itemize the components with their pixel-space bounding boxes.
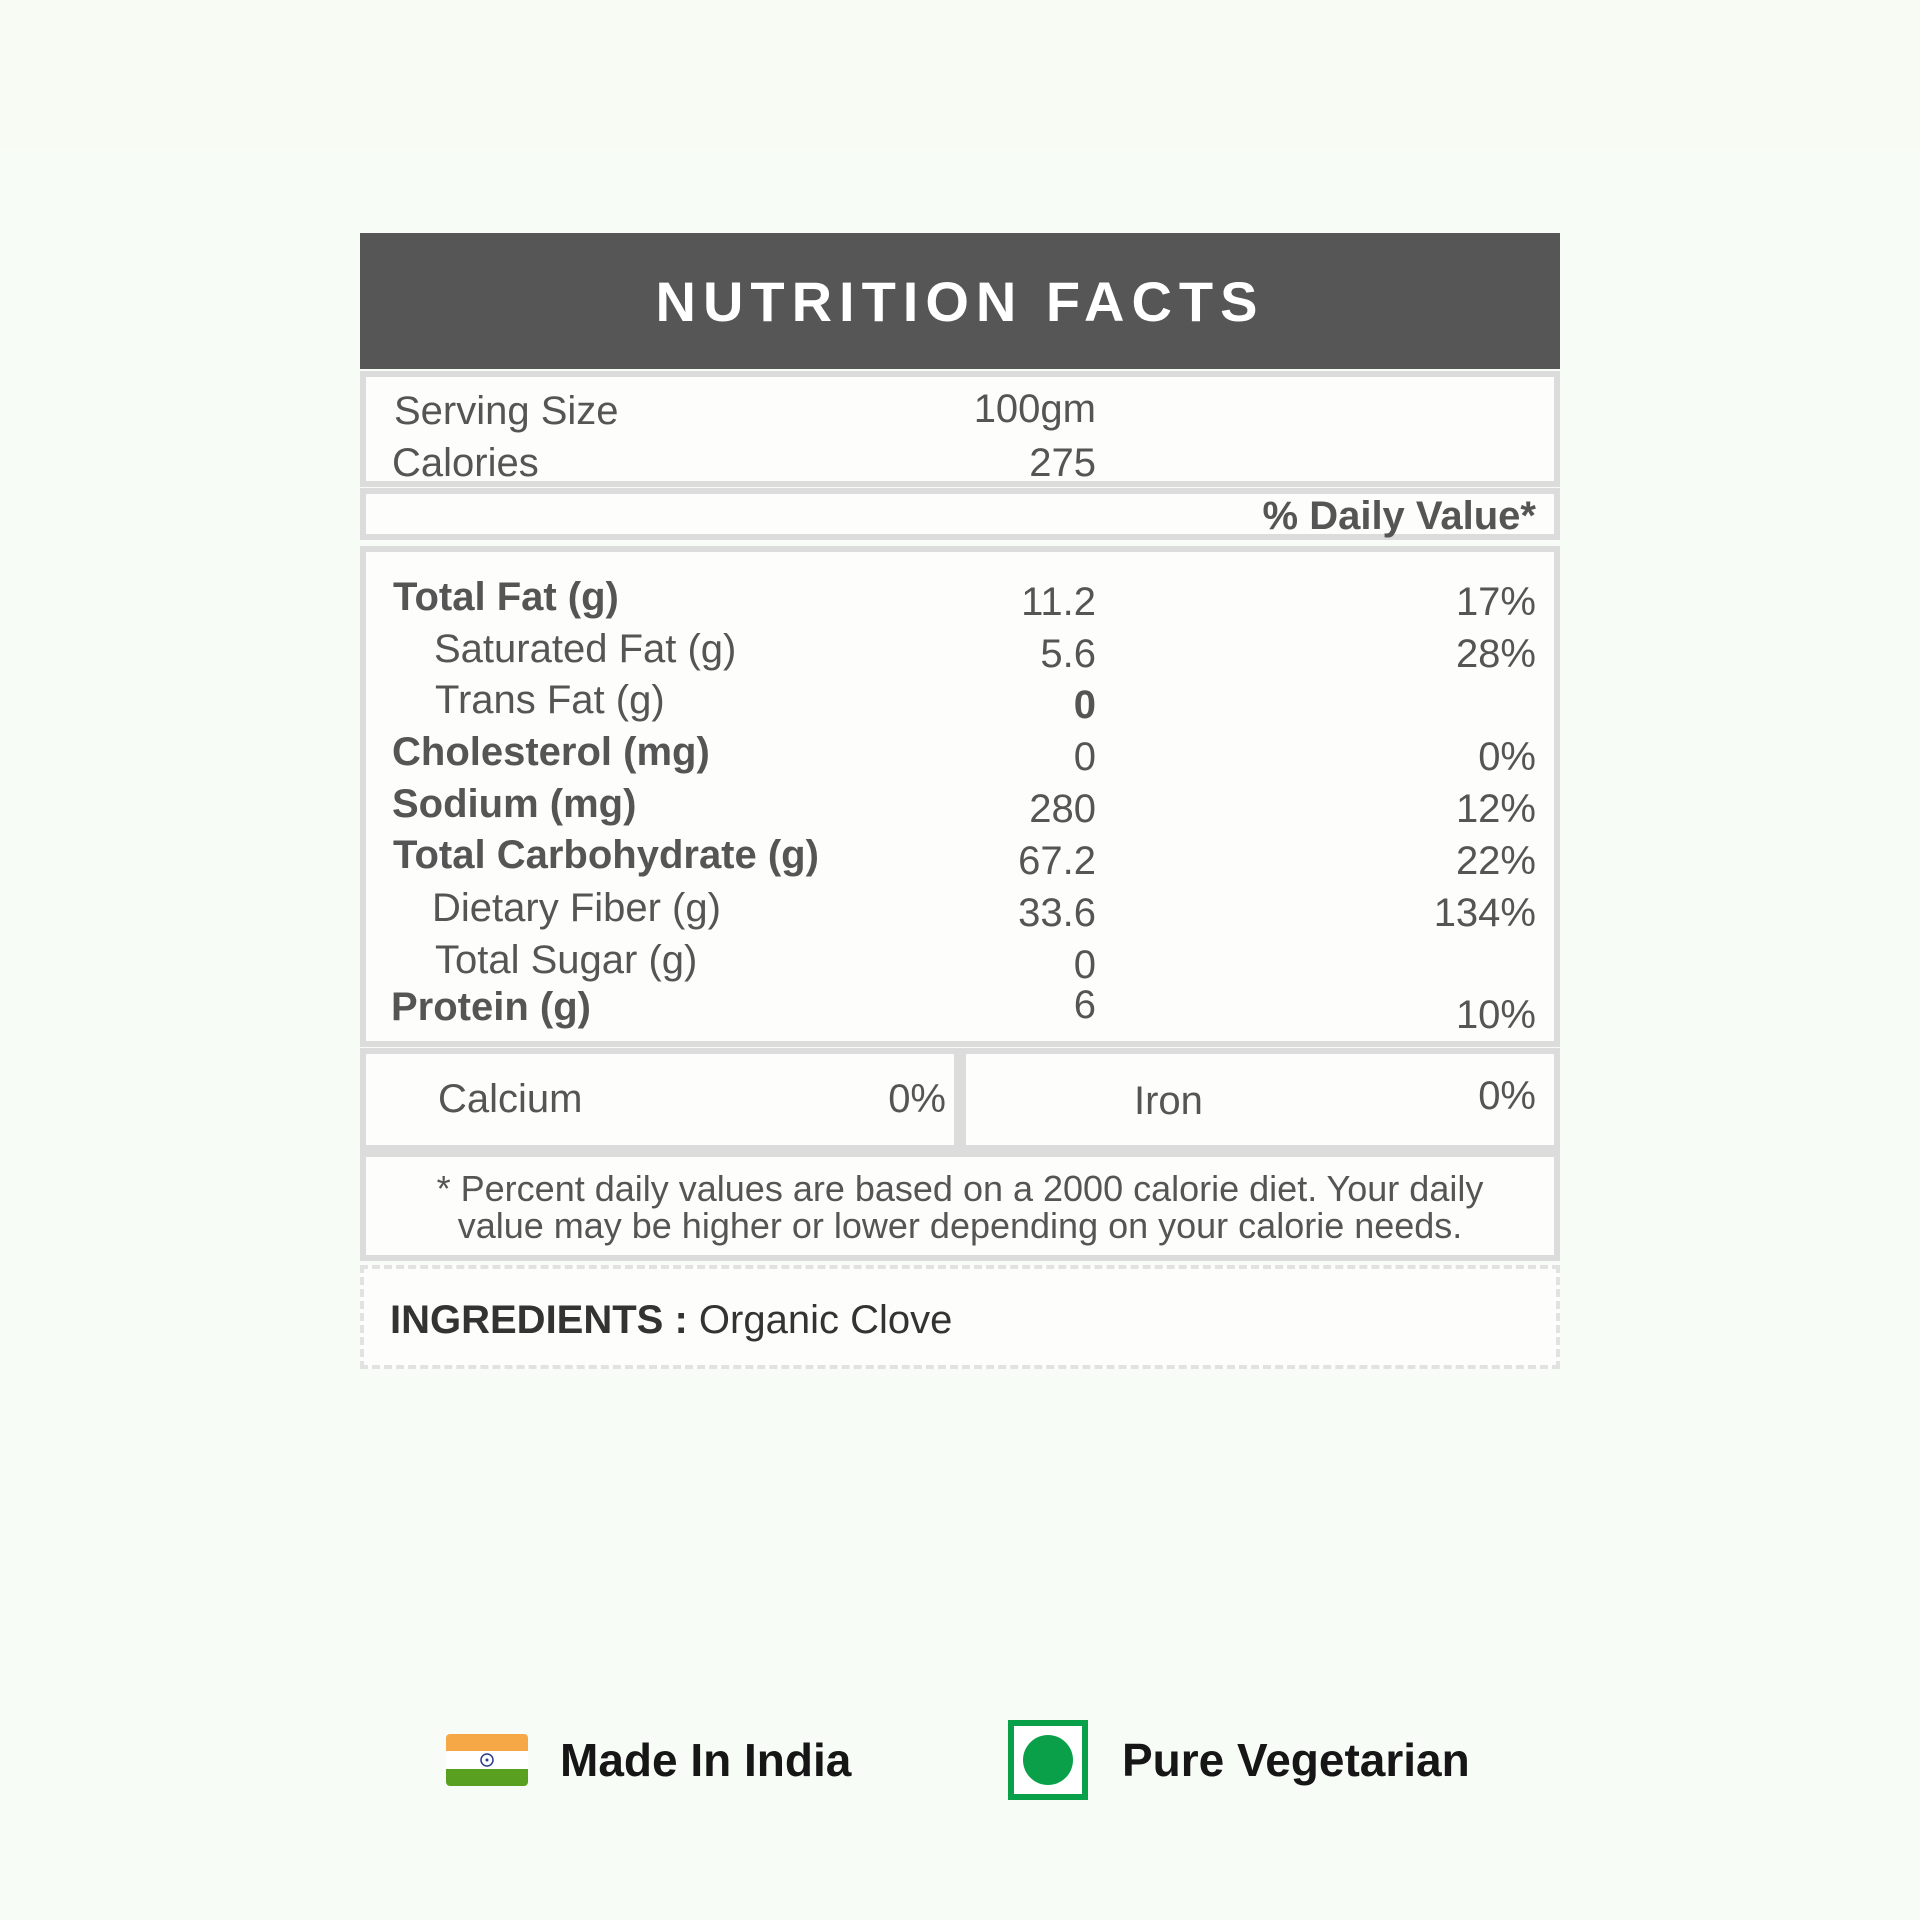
calories-value: 275 [1029, 441, 1096, 485]
iron-value: 0% [1478, 1074, 1536, 1118]
nutrient-label-total-carbohydrate: Total Carbohydrate (g) [393, 833, 819, 877]
calcium-box [360, 1048, 960, 1151]
serving-box [360, 371, 1560, 487]
iron-label: Iron [1134, 1079, 1203, 1123]
nutrient-dv-cholesterol: 0% [1478, 735, 1536, 779]
daily-value-header-box [360, 488, 1560, 540]
india-flag-icon [446, 1734, 528, 1786]
nutrient-dv-total-carbohydrate: 22% [1455, 839, 1536, 883]
ingredients-line [390, 1300, 952, 1340]
daily-value-header: % Daily Value* [1262, 494, 1536, 538]
nutrient-amount-trans-fat: 0 [1073, 683, 1096, 727]
ingredients-value: Organic Clove [698, 1298, 953, 1342]
iron-box [960, 1048, 1560, 1151]
made-in-india-label: Made In India [560, 1734, 852, 1786]
serving-size-label: Serving Size [394, 389, 619, 433]
footnote-line-2: value may be higher or lower depending on your calorie needs. [457, 1205, 1463, 1246]
nutrient-dv-total-fat: 17% [1455, 580, 1536, 624]
nutrient-label-trans-fat: Trans Fat (g) [435, 678, 665, 722]
nutrient-dv-sodium: 12% [1455, 787, 1536, 831]
veg-symbol-icon [1008, 1720, 1088, 1800]
serving-size-value: 100gm [973, 387, 1096, 431]
nutrient-amount-protein: 6 [1073, 983, 1096, 1027]
calcium-label: Calcium [438, 1077, 583, 1121]
nutrition-facts-title: NUTRITION FACTS [360, 233, 1560, 369]
ingredients-label: INGREDIENTS : [390, 1298, 688, 1342]
nutrient-label-cholesterol: Cholesterol (mg) [392, 730, 710, 774]
nutrient-amount-dietary-fiber: 33.6 [1018, 891, 1096, 935]
made-in-india-badge [446, 1733, 851, 1787]
nutrient-amount-total-sugar: 0 [1073, 943, 1096, 987]
top-strip [0, 0, 1920, 150]
nutrients-box [360, 546, 1560, 1047]
nutrient-label-total-fat: Total Fat (g) [393, 575, 619, 619]
nutrient-amount-total-fat: 11.2 [1021, 580, 1096, 624]
nutrient-amount-saturated-fat: 5.6 [1040, 632, 1096, 676]
nutrient-dv-dietary-fiber: 134% [1433, 891, 1536, 935]
calories-label: Calories [392, 441, 539, 485]
nutrient-label-protein: Protein (g) [391, 985, 591, 1029]
calcium-value: 0% [888, 1077, 946, 1121]
nutrient-dv-saturated-fat: 28% [1455, 632, 1536, 676]
footnote-box [360, 1151, 1560, 1261]
footnote-line-1: * Percent daily values are based on a 2000 calorie diet. Your daily [436, 1168, 1484, 1209]
pure-vegetarian-label: Pure Vegetarian [1122, 1734, 1470, 1786]
nutrient-label-total-sugar: Total Sugar (g) [435, 938, 698, 982]
pure-vegetarian-badge [1008, 1720, 1470, 1800]
nutrient-amount-total-carbohydrate: 67.2 [1018, 839, 1096, 883]
nutrient-amount-cholesterol: 0 [1073, 735, 1096, 779]
nutrient-amount-sodium: 280 [1029, 787, 1096, 831]
nutrient-label-sodium: Sodium (mg) [392, 782, 637, 826]
nutrient-label-dietary-fiber: Dietary Fiber (g) [432, 886, 721, 930]
nutrient-label-saturated-fat: Saturated Fat (g) [434, 627, 737, 671]
nutrient-dv-protein: 10% [1455, 993, 1536, 1037]
ingredients-box [360, 1265, 1560, 1369]
